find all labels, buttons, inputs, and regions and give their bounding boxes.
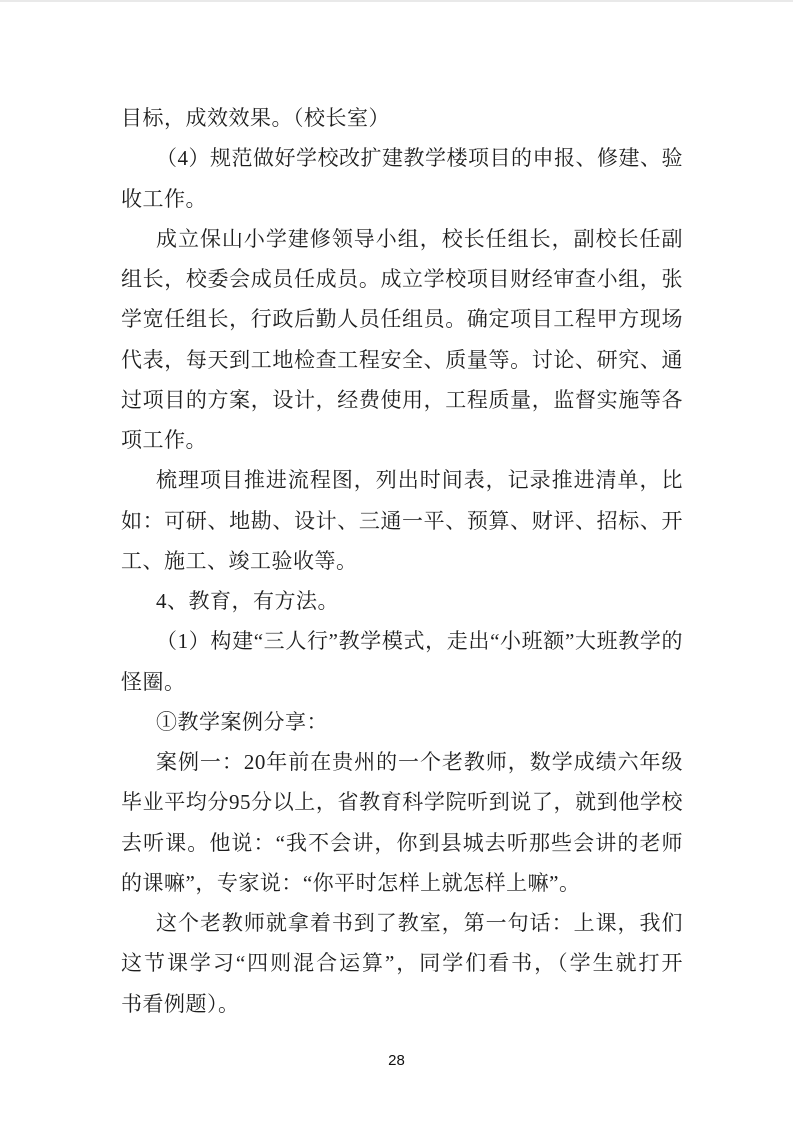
text-line: 毕业平均分95分以上，省教育科学院听到说了，就到他学校 xyxy=(121,790,683,815)
document-body-text xyxy=(121,98,683,1024)
text-line: 去听课。他说：“我不会讲，你到县城去听那些会讲的老师 xyxy=(121,830,683,855)
text-line: （4）规范做好学校改扩建教学楼项目的申报、修建、验 xyxy=(156,146,683,171)
text-line: 这个老教师就拿着书到了教室，第一句话：上课，我们 xyxy=(156,911,683,935)
page-number: 28 xyxy=(388,1052,405,1069)
text-line: 这节课学习“四则混合运算”，同学们看书，（学生就打开 xyxy=(121,951,683,976)
text-line: 书看例题）。 xyxy=(121,991,240,1016)
text-line: 过项目的方案，设计，经费使用，工程质量，监督实施等各 xyxy=(121,387,683,412)
text-line: 组长，校委会成员任成员。成立学校项目财经审查小组，张 xyxy=(121,267,683,291)
text-line: 成立保山小学建修领导小组，校长任组长，副校长任副 xyxy=(156,226,683,251)
text-line: 如：可研、地勘、设计、三通一平、预算、财评、招标、开 xyxy=(121,508,683,533)
text-line: 怪圈。 xyxy=(121,669,186,694)
text-line: （1）构建“三人行”教学模式，走出“小班额”大班教学的 xyxy=(156,629,683,654)
text-line: 案例一：20年前在贵州的一个老教师，数学成绩六年级 xyxy=(156,750,683,774)
text-line: 代表，每天到工地检查工程安全、质量等。讨论、研究、通 xyxy=(121,347,683,372)
text-line: 收工作。 xyxy=(121,186,207,211)
text-line: ①教学案例分享： xyxy=(156,709,328,734)
text-line: 学宽任组长，行政后勤人员任组员。确定项目工程甲方现场 xyxy=(121,307,683,332)
page-top-edge xyxy=(0,0,793,2)
text-line: 项工作。 xyxy=(121,428,207,452)
text-line: 目标，成效效果。（校长室） xyxy=(121,106,390,130)
text-line: 的课嘛”，专家说：“你平时怎样上就怎样上嘛”。 xyxy=(121,870,581,895)
text-line: 工、施工、竣工验收等。 xyxy=(121,548,358,573)
text-line: 4、教育，有方法。 xyxy=(156,589,339,613)
text-line: 梳理项目推进流程图，列出时间表，记录推进清单，比 xyxy=(156,468,683,493)
